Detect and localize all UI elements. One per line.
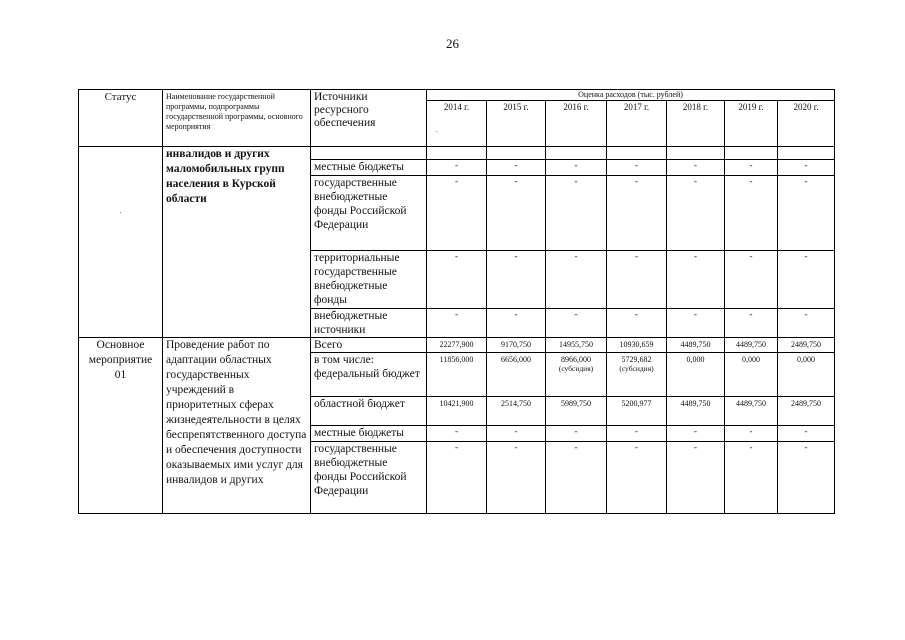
table-cell	[546, 147, 607, 160]
table-row	[79, 338, 835, 353]
budget-table	[78, 89, 835, 514]
block1-source-2: государственные внебюджетные фонды Российской Федерации	[311, 176, 427, 251]
table-cell: 4489,750	[725, 338, 778, 353]
table-cell: 0,000	[725, 353, 778, 397]
table-cell: 10421,900	[427, 397, 487, 426]
table-cell: -	[725, 309, 778, 338]
header-status: Статус	[79, 90, 163, 147]
table-cell: 22277,900	[427, 338, 487, 353]
table-cell	[487, 147, 546, 160]
year-2014-mark: .	[436, 126, 438, 134]
block1-source-0	[311, 147, 427, 160]
table-cell: -	[778, 176, 835, 251]
table-cell: 4489,750	[725, 397, 778, 426]
table-cell: -	[546, 426, 607, 442]
table-cell	[607, 147, 667, 160]
table-cell: -	[607, 176, 667, 251]
table-cell: 2489,750	[778, 397, 835, 426]
block1-source-3: территориальные государственные внебюджетные фонды	[311, 251, 427, 309]
table-cell: -	[778, 309, 835, 338]
header-row	[79, 90, 835, 101]
year-2018: 2018 г.	[667, 101, 725, 147]
table-cell: -	[778, 426, 835, 442]
table-cell: 14955,750	[546, 338, 607, 353]
block1-name: инвалидов и других маломобильных групп населения в Курской области	[163, 147, 311, 338]
year-2016: 2016 г.	[546, 101, 607, 147]
header-estimate: Оценка расходов (тыс. рублей)	[427, 90, 835, 101]
header-sources: Источники ресурсного обеспечения	[311, 90, 427, 147]
table-cell: -	[487, 309, 546, 338]
table-cell: 0,000	[667, 353, 725, 397]
table-cell	[667, 147, 725, 160]
table-cell: 0,000	[778, 353, 835, 397]
block2-status: Основное мероприятие 01	[79, 338, 163, 514]
table-cell: -	[546, 251, 607, 309]
table-cell: -	[427, 160, 487, 176]
table-cell: 8966,000 (субсидия)	[546, 353, 607, 397]
table-cell: -	[607, 309, 667, 338]
table-cell: -	[667, 176, 725, 251]
table-cell: -	[725, 442, 778, 514]
block1-status-cell	[79, 147, 163, 338]
table-cell: 4489,750	[667, 397, 725, 426]
table-cell: -	[607, 251, 667, 309]
table-cell: -	[427, 176, 487, 251]
table-cell: -	[427, 442, 487, 514]
table-cell	[427, 147, 487, 160]
table-cell: -	[487, 160, 546, 176]
table-cell: -	[778, 160, 835, 176]
block1-source-4: внебюджетные источники	[311, 309, 427, 338]
table-cell: -	[487, 176, 546, 251]
page-number: 26	[446, 36, 459, 51]
table-cell: -	[607, 426, 667, 442]
table-cell: 4489,750	[667, 338, 725, 353]
table-cell: -	[667, 426, 725, 442]
block2-source-2: областной бюджет	[311, 397, 427, 426]
table-cell: -	[725, 176, 778, 251]
table-cell: -	[427, 426, 487, 442]
table-cell: -	[778, 251, 835, 309]
table-cell: -	[725, 160, 778, 176]
table-cell: -	[667, 309, 725, 338]
table-row	[79, 147, 835, 160]
table-cell: -	[487, 442, 546, 514]
table-cell: -	[546, 309, 607, 338]
block1-source-1: местные бюджеты	[311, 160, 427, 176]
table-cell: -	[667, 442, 725, 514]
table-cell: -	[546, 442, 607, 514]
table-cell: -	[487, 426, 546, 442]
table-cell: 6656,000	[487, 353, 546, 397]
block1-stray-mark: .	[119, 207, 122, 215]
table-cell: -	[607, 160, 667, 176]
year-2019: 2019 г.	[725, 101, 778, 147]
block2-source-4: государственные внебюджетные фонды Российской Федерации	[311, 442, 427, 514]
block2-source-1: в том числе: федеральный бюджет	[311, 353, 427, 397]
block2-name: Проведение работ по адаптации областных государственных учреждений в приоритетных сферах жизнедеятельности в целях беспрепятственного доступа и обеспечения доступности оказываемых ими услуг для инвалидов и других	[163, 338, 311, 514]
table-cell: -	[546, 160, 607, 176]
table-cell: -	[607, 442, 667, 514]
table-cell: 11856,000	[427, 353, 487, 397]
table-cell: -	[667, 251, 725, 309]
table-cell: -	[427, 309, 487, 338]
table-cell: -	[667, 160, 725, 176]
year-2015: 2015 г.	[487, 101, 546, 147]
table-cell: -	[427, 251, 487, 309]
table-cell: 9170,750	[487, 338, 546, 353]
table-cell: 2489,750	[778, 338, 835, 353]
block2-source-0: Всего	[311, 338, 427, 353]
block2-source-3: местные бюджеты	[311, 426, 427, 442]
table-cell: 5729,682 (субсидия)	[607, 353, 667, 397]
table-cell: -	[778, 442, 835, 514]
table-cell: 2514,750	[487, 397, 546, 426]
header-name: Наименование государственной программы, подпрограммы государственной программы, основного мероприятия	[163, 90, 311, 147]
year-2017: 2017 г.	[607, 101, 667, 147]
table-cell: -	[725, 251, 778, 309]
table-cell: -	[546, 176, 607, 251]
year-2020: 2020 г.	[778, 101, 835, 147]
table-cell: 5989,750	[546, 397, 607, 426]
table-cell: 10930,659	[607, 338, 667, 353]
table-cell: -	[725, 426, 778, 442]
year-2014: 2014 г. .	[427, 101, 487, 147]
table-cell: -	[487, 251, 546, 309]
table-cell	[725, 147, 778, 160]
table-cell: 5200,977	[607, 397, 667, 426]
table-cell	[778, 147, 835, 160]
